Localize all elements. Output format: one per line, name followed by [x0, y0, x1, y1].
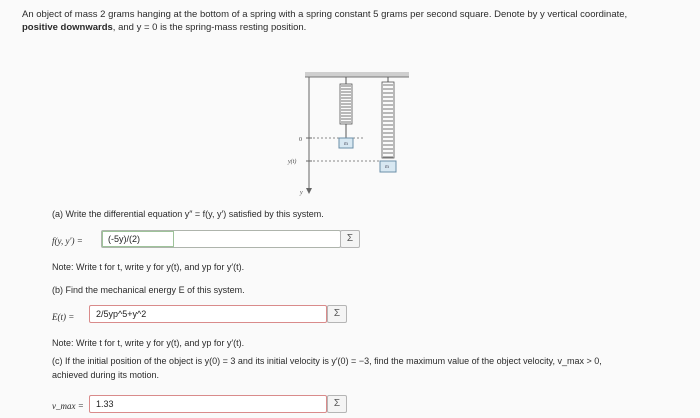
intro-rest-text: , and y = 0 is the spring-mass resting position. [112, 22, 307, 33]
part-c-question-line-2: achieved during its motion. [52, 370, 160, 380]
part-b-question: (b) Find the mechanical energy E of this system. [52, 285, 245, 295]
intro-line-2 [22, 21, 682, 34]
mass-label-rest: m [344, 142, 348, 147]
y-axis-label: y [300, 190, 303, 196]
part-b-sigma-button[interactable]: Σ [327, 305, 347, 323]
yt-label: y(t) [288, 159, 297, 165]
part-a-note: Note: Write t for t, write y for y(t), and yp for y′(t). [52, 262, 245, 272]
part-b-label: E(t) = [52, 312, 75, 322]
part-c-question-line-1: (c) If the initial position of the object is y(0) = 3 and its initial velocity is y′(0) = −3, find the maximum value of the object velocity, v_max > 0, [52, 356, 602, 366]
part-a-input-value: (-5y)/(2) [108, 234, 140, 244]
part-a-sigma-button[interactable]: Σ [340, 230, 360, 248]
part-a-question: (a) Write the differential equation y″ = f(y, y′) satisfied by this system. [52, 209, 324, 219]
part-b-note: Note: Write t for t, write y for y(t), and yp for y′(t). [52, 338, 245, 348]
part-c-input[interactable] [89, 395, 327, 413]
problem-intro [22, 8, 682, 34]
spring-mass-diagram [283, 70, 413, 200]
part-c-label: v_max = [52, 401, 84, 411]
intro-bold-text: positive downwards [22, 22, 113, 33]
spring-displaced [382, 77, 394, 158]
spring-mass-figure [283, 70, 413, 200]
part-c-sigma-button[interactable]: Σ [327, 395, 347, 413]
zero-label: 0 [299, 137, 302, 143]
mass-label-displaced: m [385, 165, 389, 170]
part-a-label: f(y, y′) = [52, 236, 83, 246]
part-b-input-value: 2/5yp^5+y^2 [96, 309, 147, 319]
part-b-input[interactable] [89, 305, 327, 323]
spring-rest [340, 77, 352, 138]
part-c-input-value: 1.33 [96, 399, 114, 409]
part-a-input[interactable] [101, 230, 341, 248]
intro-line-1: An object of mass 2 grams hanging at the bottom of a spring with a spring constant 5 grams per second square. Denote by y vertical coordinate, [22, 9, 628, 20]
ceiling [305, 72, 409, 77]
